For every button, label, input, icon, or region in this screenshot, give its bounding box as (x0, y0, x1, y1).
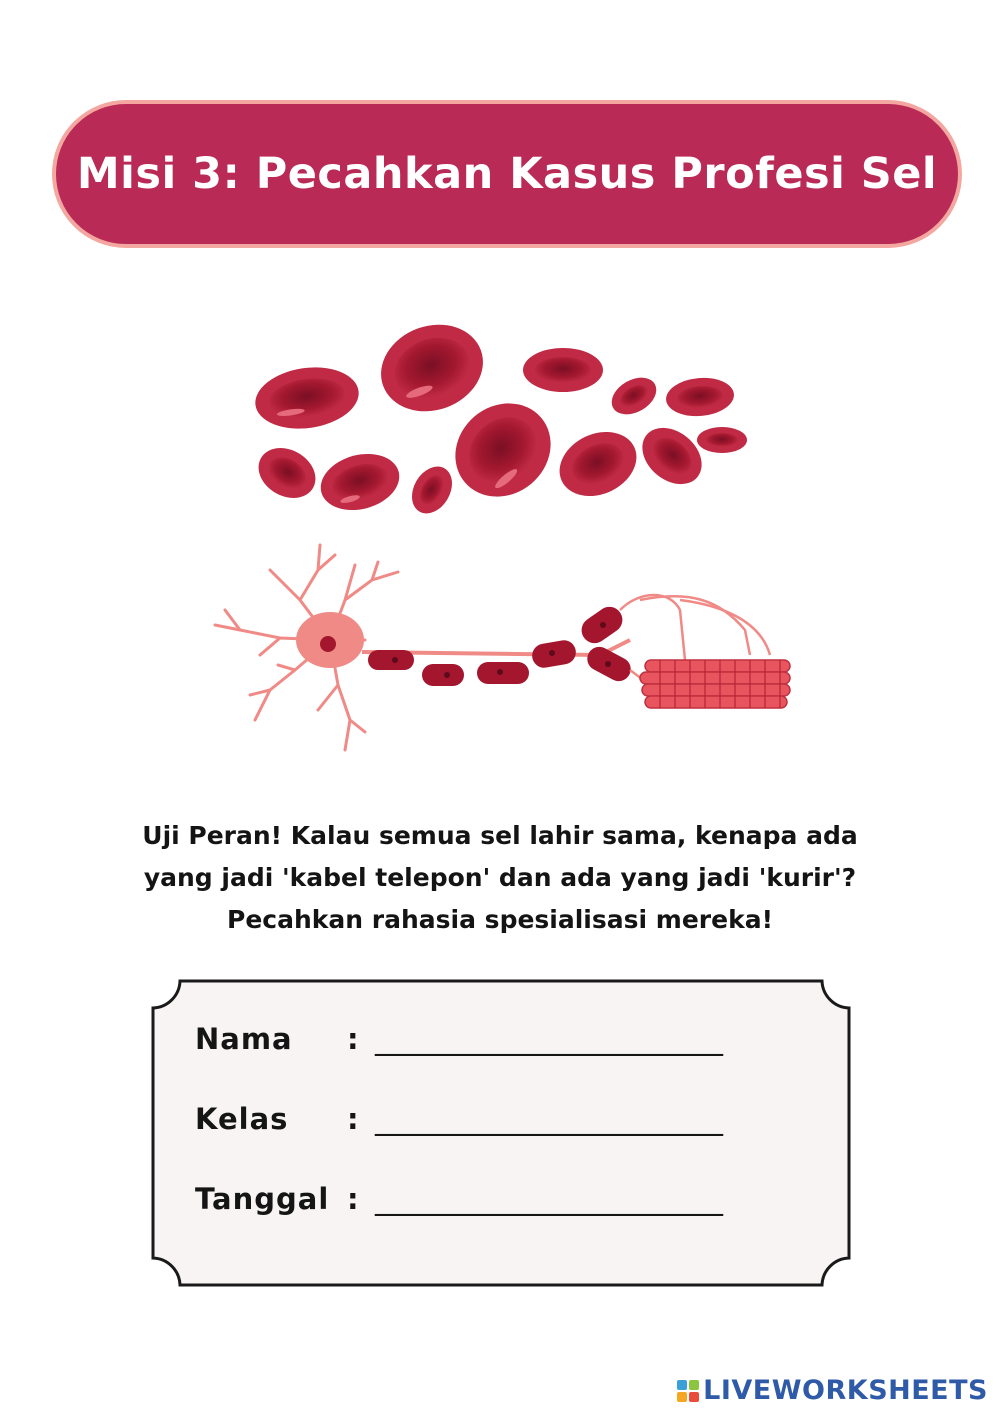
logo-grid-icon (677, 1380, 699, 1402)
muscle-fibers (640, 660, 790, 708)
neuron-with-muscle-fibers-icon (215, 545, 790, 750)
instruction-text (80, 815, 920, 941)
cells-illustration (0, 300, 1000, 780)
field-label: Kelas (195, 1102, 289, 1136)
form-row-nama (195, 1022, 835, 1072)
field-colon: : (347, 1102, 360, 1136)
form-row-tanggal (195, 1182, 835, 1232)
page-title: Misi 3: Pecahkan Kasus Profesi Sel (76, 149, 938, 199)
red-blood-cells-icon (250, 311, 747, 521)
field-label: Nama (195, 1022, 293, 1056)
name-input-line[interactable]: ________________________ (375, 1022, 723, 1056)
class-input-line[interactable]: ________________________ (375, 1102, 723, 1136)
field-colon: : (347, 1022, 360, 1056)
student-info-card (150, 978, 852, 1288)
field-label: Tanggal (195, 1182, 330, 1216)
instruction-line: Pecahkan rahasia spesialisasi mereka! (227, 905, 773, 934)
title-banner (52, 100, 962, 248)
liveworksheets-logo[interactable] (677, 1375, 988, 1406)
instruction-line: Uji Peran! Kalau semua sel lahir sama, kenapa ada (142, 821, 858, 850)
brand-name: LIVEWORKSHEETS (703, 1375, 988, 1406)
instruction-line: yang jadi 'kabel telepon' dan ada yang jadi 'kurir'? (143, 863, 857, 892)
date-input-line[interactable]: ________________________ (375, 1182, 723, 1216)
field-colon: : (347, 1182, 360, 1216)
form-row-kelas (195, 1102, 835, 1152)
